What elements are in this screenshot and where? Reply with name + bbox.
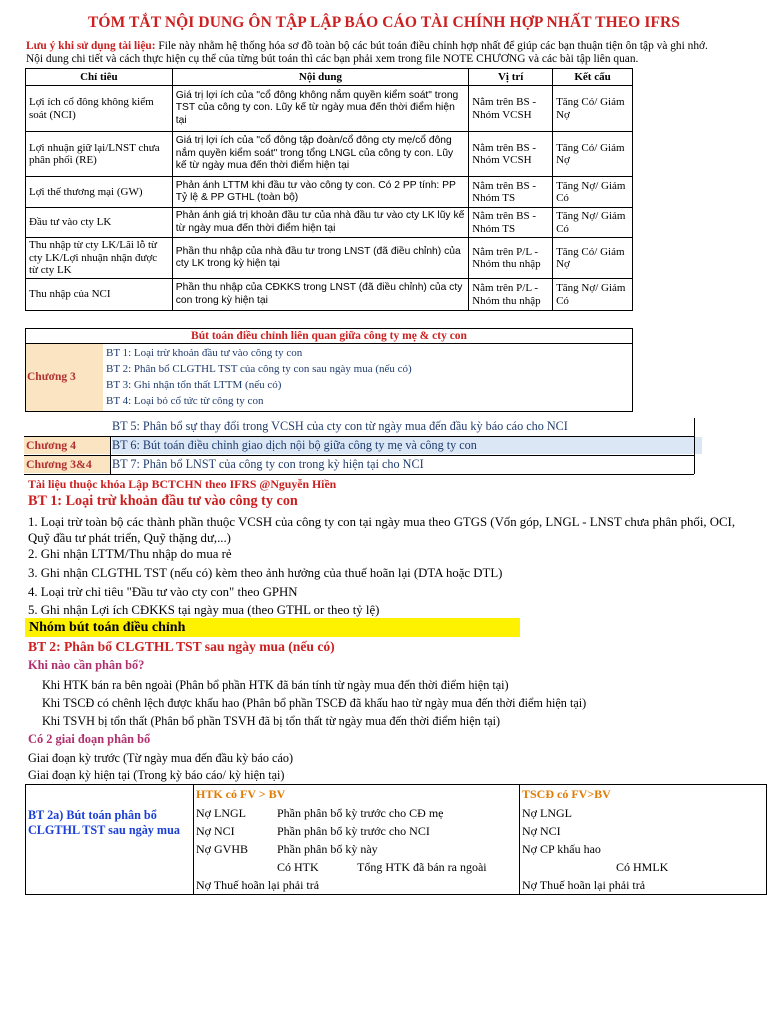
row-position: Nằm trên BS - Nhóm VCSH: [469, 132, 553, 177]
bt5-line: BT 5: Phân bổ sự thay đổi trong VCSH của cty con từ ngày mua đến đầu kỳ báo cáo cho NCI: [112, 419, 568, 433]
group-heading: Nhóm bút toán điều chỉnh: [25, 618, 520, 637]
table-row: [26, 86, 633, 132]
row-content: Phản ánh LTTM khi đầu tư vào công ty con. Có 2 PP tính: PP Tỷ lệ & PP GTHL (toàn bộ): [172, 177, 468, 208]
htk-acct-3: Nợ GVHB: [196, 842, 249, 856]
row-item: Thu nhập từ cty LK/Lãi lỗ từ cty LK/Lợi nhuận nhận được từ cty LK: [26, 238, 173, 279]
header-content: Nội dung: [172, 69, 468, 86]
divider: [766, 784, 767, 894]
when-item-tsvh: Khi TSVH bị tổn thất (Phân bổ phần TSVH đã bị tổn thất từ ngày mua đến thời điểm hiện tại): [42, 714, 501, 728]
htk-desc-1: Phần phân bổ kỳ trước cho CĐ mẹ: [277, 806, 444, 820]
row-item: Lợi ích cổ đông không kiểm soát (NCI): [26, 86, 173, 132]
table-row: [26, 208, 633, 238]
note-line-1: File này nhằm hệ thống hóa sơ đồ toàn bộ các bút toán điều chỉnh hợp nhất để giúp các bạn thuận tiện ôn tập và ghi nhớ.: [155, 40, 708, 52]
usage-note: [26, 40, 762, 66]
row-position: Nằm trên P/L - Nhóm thu nhập: [469, 279, 553, 311]
divider: [25, 784, 767, 785]
tscd-row-2: Nợ NCI: [522, 824, 561, 838]
bt1-step-3: 3. Ghi nhận CLGTHL TST (nếu có) kèm theo ảnh hưởng của thuế hoãn lại (DTA hoặc DTL): [28, 566, 503, 580]
row-structure: Tăng Có/ Giảm Nợ: [553, 86, 633, 132]
htk-desc-4: Tổng HTK đã bán ra ngoài: [357, 860, 487, 874]
table-row: [26, 238, 633, 279]
bt3-line: BT 3: Ghi nhận tổn thất LTTM (nếu có): [106, 379, 282, 391]
chapter34-label: Chương 3&4: [24, 456, 111, 473]
tscd-row-4: Có HMLK: [616, 860, 669, 874]
when-item-tscd: Khi TSCĐ có chênh lệch được khấu hao (Phân bổ phần TSCĐ đã khấu hao từ ngày mua đến thời điểm hiện tại): [42, 696, 587, 710]
summary-table: [25, 68, 633, 311]
when-label: Khi nào cần phân bổ?: [28, 658, 145, 672]
bt1-step-5: 5. Ghi nhận Lợi ích CĐKKS tại ngày mua (theo GTHL or theo tỷ lệ): [28, 603, 380, 617]
divider: [694, 418, 695, 474]
divider: [193, 784, 194, 894]
row-content: Giá trị lợi ích của "cổ đông không nắm quyền kiểm soát" trong TST của công ty con. Lũy kế từ ngày mua đến thời điểm hiện tại: [172, 86, 468, 132]
htk-acct-1: Nợ LNGL: [196, 806, 247, 820]
table-row: [26, 132, 633, 177]
header-position: Vị trí: [469, 69, 553, 86]
divider: [24, 436, 694, 437]
bt7-line: BT 7: Phân bổ LNST của công ty con trong kỳ hiện tại cho NCI: [112, 457, 424, 471]
bt2-line: BT 2: Phân bổ CLGTHL TST của công ty con sau ngày mua (nếu có): [106, 363, 412, 375]
stage-current: Giai đoạn kỳ hiện tại (Trong kỳ báo cáo/ kỳ hiện tại): [28, 768, 285, 782]
row-item: Lợi thế thương mại (GW): [26, 177, 173, 208]
tscd-row-3: Nợ CP khấu hao: [522, 842, 601, 856]
page-title: TÓM TẮT NỘI DUNG ÔN TẬP LẬP BÁO CÁO TÀI CHÍNH HỢP NHẤT THEO IFRS: [87, 14, 681, 31]
row-content: Phản ánh giá trị khoản đầu tư của nhà đầu tư vào cty LK lũy kế từ ngày mua đến thời điểm hiện tại: [172, 208, 468, 238]
row-item: Thu nhập của NCI: [26, 279, 173, 311]
htk-desc-3: Phần phân bổ kỳ này: [277, 842, 378, 856]
note-label: Lưu ý khi sử dụng tài liệu:: [26, 40, 156, 52]
chapter3-label: Chương 3: [26, 344, 103, 411]
bt4-line: BT 4: Loại bỏ cổ tức từ công ty con: [106, 395, 264, 407]
htk-acct-4: Có HTK: [277, 860, 319, 874]
chapter4-adjust-box: [24, 418, 694, 474]
divider: [519, 784, 520, 894]
header-item: Chỉ tiêu: [26, 69, 173, 86]
bt2-heading: BT 2: Phân bổ CLGTHL TST sau ngày mua (nếu có): [28, 639, 335, 654]
row-content: Giá trị lợi ích của "cổ đông tập đoàn/cổ đông cty mẹ/cổ đông nắm quyền kiểm soát" trong tổng LNGL của công ty con. Lũy kế từ ngày mua đến thời điểm hiện tại: [172, 132, 468, 177]
bt2a-table: [25, 784, 767, 894]
adjust-box-heading: Bút toán điều chỉnh liên quan giữa công ty mẹ & cty con: [26, 329, 632, 344]
when-item-htk: Khi HTK bán ra bên ngoài (Phân bổ phần HTK đã bán tính từ ngày mua đến thời điểm hiện tại): [42, 678, 509, 692]
divider: [24, 474, 694, 475]
row-position: Nằm trên BS - Nhóm VCSH: [469, 86, 553, 132]
stages-label: Có 2 giai đoạn phân bổ: [28, 732, 151, 746]
row-structure: Tăng Nợ/ Giảm Có: [553, 208, 633, 238]
chapter4-label: Chương 4: [24, 437, 111, 454]
bt1-step-2: 2. Ghi nhận LTTM/Thu nhập do mua rẻ: [28, 547, 232, 561]
row-content: Phần thu nhập của CĐKKS trong LNST (đã điều chỉnh) của cty con trong kỳ hiện tại: [172, 279, 468, 311]
row-position: Nằm trên P/L - Nhóm thu nhập: [469, 238, 553, 279]
table-row: [26, 177, 633, 208]
row-structure: Tăng Nợ/ Giảm Có: [553, 177, 633, 208]
divider: [24, 455, 694, 456]
table-header-row: [26, 69, 633, 86]
row-content: Phần thu nhập của nhà đầu tư trong LNST (đã điều chỉnh) của cty LK trong kỳ hiện tại: [172, 238, 468, 279]
divider: [25, 784, 26, 894]
htk-acct-2: Nợ NCI: [196, 824, 235, 838]
header-structure: Kết cấu: [553, 69, 633, 86]
bt2a-label: BT 2a) Bút toán phân bổ CLGTHL TST sau ngày mua: [28, 808, 180, 837]
row-structure: Tăng Nợ/ Giảm Có: [553, 279, 633, 311]
row-position: Nằm trên BS - Nhóm TS: [469, 177, 553, 208]
tscd-row-5: Nợ Thuế hoãn lại phải trả: [522, 878, 646, 892]
bt1-step-1: 1. Loại trừ toàn bộ các thành phần thuộc VCSH của công ty con tại ngày mua theo GTGS (Vốn góp, LNGL - LNST chưa phân phối, OCI, Quỹ đầu tư phát triển, Quỹ thặng dư,...): [28, 515, 736, 545]
divider: [110, 436, 111, 474]
bt1-step-4: 4. Loại trừ chỉ tiêu "Đầu tư vào cty con" theo GPHN: [28, 585, 298, 599]
htk-acct-5: Nợ Thuế hoãn lại phải trả: [196, 878, 320, 892]
stage-prior: Giai đoạn kỳ trước (Từ ngày mua đến đầu kỳ báo cáo): [28, 751, 294, 765]
row-structure: Tăng Có/ Giảm Nợ: [553, 238, 633, 279]
tscd-heading: TSCĐ có FV>BV: [522, 787, 611, 801]
note-line-2: Nội dung chi tiết và cách thực hiện cụ thể của từng bút toán thì các bạn phải xem trong file NOTE CHƯƠNG và các bài tập liên quan.: [26, 53, 639, 65]
row-position: Nằm trên BS - Nhóm TS: [469, 208, 553, 238]
row-item: Đầu tư vào cty LK: [26, 208, 173, 238]
course-credit: Tài liệu thuộc khóa Lập BCTCHN theo IFRS @Nguyễn Hiền: [28, 477, 337, 491]
bt1-heading: BT 1: Loại trừ khoản đầu tư vào công ty con: [28, 493, 298, 509]
bt1-line: BT 1: Loại trừ khoản đầu tư vào công ty con: [106, 347, 303, 359]
table-row: [26, 279, 633, 311]
row-item: Lợi nhuận giữ lại/LNST chưa phân phối (RE): [26, 132, 173, 177]
htk-heading: HTK có FV > BV: [196, 787, 286, 801]
htk-desc-2: Phần phân bổ kỳ trước cho NCI: [277, 824, 430, 838]
chapter3-adjust-box: [25, 328, 633, 412]
bt6-line: BT 6: Bút toán điều chỉnh giao dịch nội bộ giữa công ty mẹ và công ty con: [112, 437, 702, 454]
tscd-row-1: Nợ LNGL: [522, 806, 573, 820]
row-structure: Tăng Có/ Giảm Nợ: [553, 132, 633, 177]
divider: [25, 894, 767, 895]
